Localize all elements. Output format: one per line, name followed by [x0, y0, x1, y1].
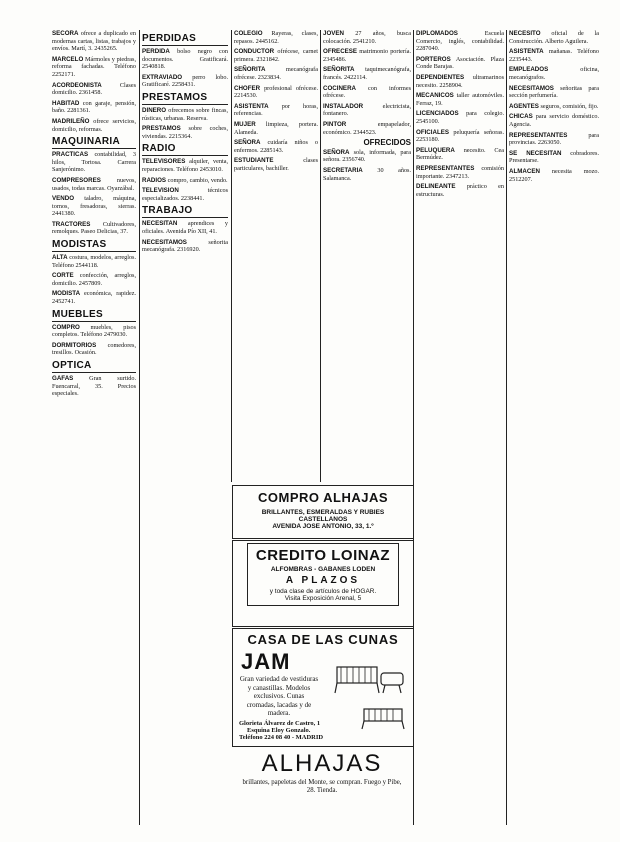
classified-ad [142, 187, 228, 202]
ad-title: ALHAJAS [261, 750, 383, 777]
ad-lead-word: PRESTAMOS [142, 125, 181, 133]
ad-text: sobre coches, viviendas. 2215364. [142, 125, 228, 140]
ad-text: necesito. Cea Bermúdez. [416, 146, 504, 162]
ad-lead-word: NECESITAMOS [509, 84, 554, 92]
classified-ad [416, 183, 504, 198]
classified-ad [52, 151, 136, 174]
column-1 [52, 30, 136, 825]
ad-lead-word: COLEGIO [234, 30, 263, 37]
classified-ad [52, 221, 136, 236]
section-subheading: OFRECIDOS [363, 138, 411, 148]
ad-lead-word: CONDUCTOR [234, 48, 275, 56]
ad-line: y toda clase de artículos de HOGAR. [269, 588, 377, 595]
ad-text: comisión importante. 2347213. [416, 164, 504, 180]
classified-ad [142, 107, 228, 122]
ad-lead-word: PORTEROS [416, 55, 451, 63]
ad-lead-word: DORMITORIOS [52, 341, 97, 349]
ad-text: sola, informada, para señora. 2356740. [323, 148, 411, 164]
classified-ad [416, 56, 504, 71]
section-heading: TRABAJO [142, 205, 228, 218]
ad-lead-word: SEÑORA [323, 148, 350, 156]
classified-ad [509, 168, 599, 183]
ad-lead-word: RADIOS [142, 176, 167, 184]
column-5 [416, 30, 504, 825]
ad-text: Clases domicilio. 2361458. [52, 81, 136, 97]
column-rule [231, 30, 232, 482]
classified-ad [509, 103, 599, 111]
column-2 [142, 30, 228, 825]
ad-text: mañanas. Teléfono 2235443. [509, 48, 599, 63]
ad-text: muebles, pisos completos. Teléfono 2479030. [52, 323, 136, 339]
ad-lead-word: DEPENDIENTES [416, 73, 465, 81]
ad-brand: JAM [241, 649, 291, 674]
column-rule [506, 30, 507, 825]
ad-text: seguros, comisión, fijo. [540, 102, 599, 110]
ad-line: BRILLANTES, ESMERALDAS Y RUBIES [261, 509, 385, 516]
ad-text: con garaje, pensión, baño. 2281361. [52, 99, 136, 115]
ad-text: perro lobo. Gratificaré. 2258431. [142, 73, 228, 89]
classified-ad [509, 113, 599, 128]
classified-ad [509, 30, 599, 45]
ad-lead-word: CHICAS [509, 113, 533, 121]
ad-lead-word: HABITAD [52, 99, 80, 107]
classified-ad [234, 30, 318, 45]
ad-text: con informes ofrécese. [323, 84, 411, 100]
classified-ad [52, 100, 136, 115]
ad-text: costura, modelos, arreglos. Teléfono 2544118. [52, 254, 136, 269]
ad-lead-word: TELEVISORES [142, 158, 186, 166]
section-heading: MAQUINARIA [52, 136, 136, 149]
ad-text: 27 años, busca colocación. 2541210. [323, 30, 411, 45]
ad-lead-word: SEÑORITA [323, 66, 355, 74]
ad-address: Esquina Eloy Gonzalo. [247, 726, 311, 734]
ad-lead-word: NECESITAN [142, 220, 178, 228]
classified-ad [234, 157, 318, 172]
classified-ad [234, 48, 318, 63]
classified-ad [234, 121, 318, 136]
ad-lead-word: GAFAS [52, 375, 74, 382]
ad-line: Visita Exposición Arenal, 5 [284, 595, 362, 602]
ad-lead-word: PELUQUERA [416, 146, 455, 154]
column-3 [234, 30, 318, 480]
ad-lead-word: ESTUDIANTE [234, 157, 274, 165]
classified-ad [416, 147, 504, 162]
ad-text: Rayeras, clases, repasos. 2445162. [234, 30, 318, 45]
ad-text: por horas, referencias. [234, 102, 318, 118]
ad-text: ofrécese, carnet primera. 2321842. [234, 48, 318, 63]
classified-ad [52, 290, 136, 305]
ad-lead-word: NECESITO [509, 30, 541, 37]
classified-ad [52, 118, 136, 133]
ad-lead-word: TRACTORES [52, 220, 91, 228]
ad-lead-word: ALMACEN [509, 167, 540, 175]
classified-ad [234, 103, 318, 118]
classified-ad [323, 66, 411, 81]
classified-ad [142, 220, 228, 235]
ad-title: CREDITO LOINAZ [255, 547, 391, 564]
ad-text: cobradores. Presentarse. [509, 149, 599, 165]
classified-ad [509, 150, 599, 165]
ad-text: aprendices y oficiales. Avenida Pío XII, 41. [142, 220, 228, 235]
classified-ad [52, 56, 136, 79]
column-rule [320, 30, 321, 482]
classified-ad [234, 85, 318, 100]
ad-text: matrimonio portería. 2345486. [323, 48, 411, 63]
ad-text: clases particulares, bachiller. [234, 157, 318, 172]
ad-lead-word: ALTA [52, 254, 68, 262]
ad-text: señoritas para sección perfumería. [509, 84, 599, 100]
ad-text: Gran surtido. Fuencarral, 35. Precios especiales. [52, 375, 136, 398]
ad-text: electricista, fontanero. [323, 102, 411, 118]
ad-line: CASTELLANOS [298, 516, 348, 523]
ad-lead-word: MARCELO [52, 55, 84, 63]
ad-text: ofrecemos sobre fincas, rústicas, urbanas. Reserva. [142, 106, 228, 122]
ad-line: AVENIDA JOSE ANTONIO, 33, 1.º [272, 523, 374, 530]
classified-ad [52, 324, 136, 339]
ad-compro-alhajas [232, 485, 414, 539]
ad-text: taquimecanógrafa, francés. 2422114. [323, 66, 411, 81]
ad-text: mecanógrafa ofrécese. 2323834. [234, 66, 318, 81]
ad-lead-word: DIPLOMADOS [416, 30, 458, 37]
ad-text: oficial de la Construcción. Alberto Aguilera. [509, 30, 599, 45]
ad-lead-word: SEÑORA [234, 139, 261, 147]
ad-text: compro, cambio, vendo. [167, 176, 228, 184]
ad-text: señorita mecanógrafa. 2316920. [142, 238, 228, 254]
classified-ad [416, 30, 504, 53]
classified-ad [142, 177, 228, 185]
classified-ad [509, 85, 599, 100]
classified-ad [142, 74, 228, 89]
ad-lead-word: REPRESENTANTES [416, 164, 475, 172]
classified-ad [52, 30, 136, 53]
ad-text: cuidaría niños o enfermos. 2285143. [234, 139, 318, 154]
ad-address: Glorieta Álvarez de Castro, 1 [239, 719, 321, 727]
section-heading: OPTICA [52, 360, 136, 373]
ad-lead-word: DELINEANTE [416, 183, 456, 191]
ad-lead-word: MECANICOS [416, 92, 454, 100]
ad-lead-word: REPRESENTANTES [509, 131, 568, 139]
classified-ad [416, 165, 504, 180]
classified-ad [52, 272, 136, 287]
ad-lead-word: DINERO [142, 106, 167, 114]
ad-text: comedores, tresillos. Ocasión. [52, 341, 136, 357]
ad-lead-word: PERDIDA [142, 48, 170, 55]
ad-text: taladro, máquina, tornos, fresadoras, sierras. 2441380. [52, 195, 136, 218]
ad-lead-word: EXTRAVIADO [142, 73, 183, 81]
classified-ad [323, 30, 411, 45]
classified-ad [52, 195, 136, 218]
ad-text: ofrece servicios, domicilio, reformas. [52, 117, 136, 133]
ad-text: ultramarinos necesito. 2258904. [416, 73, 504, 89]
ad-lead-word: PRACTICAS [52, 151, 89, 159]
ad-lead-word: OFRECESE [323, 48, 358, 56]
classified-ad [52, 254, 136, 269]
ad-text: taller automóviles. Ferraz, 19. [416, 92, 504, 107]
column-6 [509, 30, 599, 825]
ad-lead-word: LICENCIADOS [416, 110, 459, 118]
column-4 [323, 30, 411, 480]
ad-lead-word: TELEVISION [142, 187, 179, 195]
ad-text: Cultivadores, remolques. Paseo Delicias, 37. [52, 220, 136, 236]
ad-lead-word: SECORA [52, 30, 79, 37]
ad-lead-word: NECESITAMOS [142, 238, 187, 246]
classified-ad [142, 125, 228, 140]
ad-lead-word: AGENTES [509, 102, 539, 110]
ad-text: Escuela Comercio, inglés, contabilidad. 2287040. [416, 30, 504, 53]
ad-text: oficina, mecanógrafos. [509, 66, 599, 81]
ad-lead-word: CORTE [52, 272, 74, 280]
classified-ad [416, 74, 504, 89]
ad-inner-frame [247, 543, 399, 606]
ad-lead-word: MADRILEÑO [52, 117, 90, 125]
ad-lead-word: SE NECESITAN [509, 149, 562, 157]
ad-lead-word: MUJER [234, 120, 256, 128]
ad-text: ofrece a duplicado en modernas cartas, listas, trabajos y envíos. Martí, 3. 2435265. [52, 30, 136, 53]
classified-ad [323, 48, 411, 63]
ad-text: para provincias. 2263050. [509, 131, 599, 147]
ad-casa-de-las-cunas [232, 628, 414, 747]
ad-lead-word: COMPRESORES [52, 176, 101, 184]
classified-ad [52, 177, 136, 192]
classified-ad [323, 103, 411, 118]
ad-title: COMPRO ALHAJAS [257, 490, 389, 505]
ad-text: contabilidad, 3 hilos, Tortosa. Carrera Sanjerónimo. [52, 151, 136, 174]
classified-ad [509, 66, 599, 81]
ad-title: CASA DE LAS CUNAS [247, 632, 399, 647]
ad-lead-word: EMPLEADOS [509, 66, 549, 74]
classified-ad [52, 82, 136, 97]
ad-text: para colegio. 2545100. [416, 110, 504, 125]
ad-lead-word: ACORDEONISTA [52, 81, 102, 89]
ad-text: práctico en estructuras. [416, 183, 504, 198]
classified-ad [323, 121, 411, 136]
ad-text: Asociación. Plaza Conde Barajas. [416, 55, 504, 71]
classified-ad [142, 158, 228, 173]
ad-body: brillantes, papeletas del Monte, se compran. Fuego y Pibe, 28. Tienda. [242, 779, 402, 794]
section-heading: MUEBLES [52, 309, 136, 322]
ad-lead-word: JOVEN [323, 30, 344, 37]
ad-lead-word: COMPRO [52, 323, 80, 331]
ad-lead-word: ASISTENTA [509, 48, 544, 56]
ad-lead-word: SEÑORITA [234, 66, 266, 74]
classified-ad [416, 92, 504, 107]
classified-ad [416, 110, 504, 125]
classified-ad [52, 342, 136, 357]
ad-alhajas [232, 750, 412, 796]
ad-lead-word: SECRETARIA [323, 166, 363, 174]
section-heading: PRESTAMOS [142, 92, 228, 105]
ad-lead-word: PINTOR [323, 120, 347, 128]
classified-ad [323, 149, 411, 164]
ad-lead-word: MODISTA [52, 290, 81, 298]
classified-ad [509, 48, 599, 63]
ad-lead-word: CHOFER [234, 84, 261, 92]
ad-credito-loinaz [232, 540, 414, 627]
ad-line: ALFOMBRAS - GABANES LODEN [270, 566, 376, 573]
ad-lead-word: ASISTENTA [234, 102, 269, 110]
ad-lead-word: OFICIALES [416, 128, 450, 136]
ad-body: Gran variedad de vestiduras y canastillas. Modelos exclusivos. Cunas cromadas, lacadas y de madera. [239, 675, 319, 717]
ad-text: empapelador, económico. 2344523. [323, 120, 411, 136]
classified-ad [234, 66, 318, 81]
ad-text: necesita mozo. 2512207. [509, 167, 599, 183]
classified-ad [142, 239, 228, 254]
crib-illustration [333, 659, 407, 699]
ad-text: peluquería señoras. 2253180. [416, 128, 504, 144]
ad-text: económica, rapidez. 2452741. [52, 290, 136, 306]
ad-text: nuevos, usados, todas marcas. Oyarzábal. [52, 176, 136, 192]
ad-text: limpieza, portera. Alameda. [234, 120, 318, 136]
ad-lead-word: INSTALADOR [323, 102, 364, 110]
ad-text: Mármoles y piedras, reforma fachadas. Teléfono 2252171. [52, 55, 136, 78]
ad-text: alquiler, venta, reparaciones. Teléfono 2453010. [142, 158, 228, 173]
ad-phone: Teléfono 224 08 40 - MADRID [239, 733, 324, 741]
section-heading: PERDIDAS [142, 33, 228, 46]
classified-ad [234, 139, 318, 154]
ad-lead-word: COCINERA [323, 84, 357, 92]
ad-line: A PLAZOS [285, 575, 361, 586]
classified-ad [323, 85, 411, 100]
ad-text: técnicos especializados. 2238441. [142, 187, 228, 202]
ad-text: confección, arreglos, domicilio. 2457809. [52, 272, 136, 287]
section-heading: MODISTAS [52, 239, 136, 252]
crib-illustration [361, 705, 407, 731]
classified-ad [509, 132, 599, 147]
section-heading: RADIO [142, 143, 228, 156]
ad-lead-word: VENDO [52, 195, 75, 203]
classified-ad [323, 167, 411, 182]
classified-ad [416, 129, 504, 144]
classified-ad [52, 375, 136, 398]
ad-text: profesional ofrécese. 2214530. [234, 84, 318, 100]
ad-text: 30 años. Salamanca. [323, 166, 411, 182]
column-rule [139, 30, 140, 825]
classified-ad [142, 48, 228, 71]
ad-text: para servicio doméstico. Agencia. [509, 113, 599, 128]
ad-text: bolso negro con documentos. Gratificará. 2540818. [142, 48, 228, 71]
